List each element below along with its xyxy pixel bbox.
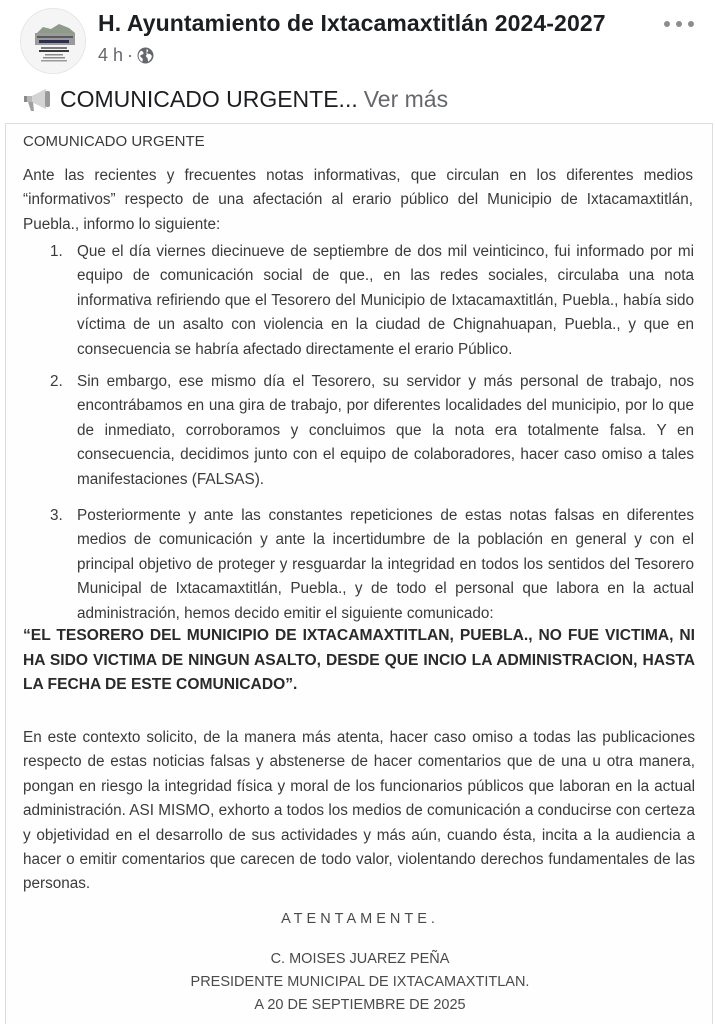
document-title: COMUNICADO URGENTE xyxy=(23,133,205,150)
intro-paragraph: Ante las recientes y frecuentes notas informativas, que circulan en los diferentes medios “informativos” respecto de una afectación al erario público del Municipio de Ixtacamaxtitlán, Puebla., informo lo siguiente: xyxy=(23,167,693,233)
more-dot-icon xyxy=(664,21,670,27)
list-number: 3. xyxy=(50,507,63,524)
see-more-link[interactable]: Ver más xyxy=(363,86,449,112)
signature-role: PRESIDENTE MUNICIPAL DE IXTACAMAXTITLAN. xyxy=(190,974,530,990)
globe-icon xyxy=(137,47,154,64)
list-text: Posteriormente y ante las constantes repeticiones de estas notas falsas en diferentes medios de comunicación y ante la incertidumbre de la población en general y con el principal objetivo de proteger y resguardar la integridad en todos los sentidos del Tesorero Municipal de Ixtacamaxtitlán, Puebla., y de todo el personal que labora en la actual administración, hemos decido emitir el siguiente comunicado: xyxy=(77,507,694,622)
more-dot-icon xyxy=(688,21,694,27)
post-timestamp[interactable]: 4 h xyxy=(98,45,124,65)
page-name-link[interactable]: H. Ayuntamiento de Ixtacamaxtitlán 2024-2027 xyxy=(98,10,606,36)
page-avatar[interactable] xyxy=(20,8,86,74)
more-dot-icon xyxy=(676,21,682,27)
signature-name: C. MOISES JUAREZ PEÑA xyxy=(270,951,450,967)
post-header xyxy=(0,0,715,80)
list-number: 1. xyxy=(50,243,63,260)
post-meta xyxy=(98,45,154,66)
post-caption xyxy=(22,86,448,113)
document-image[interactable] xyxy=(5,123,713,1024)
closing-paragraph: En este contexto solicito, de la manera más atenta, hacer caso omiso a todas las publicaciones respecto de estas noticias falsas y abstenerse de hacer comentarios que de una u otra manera, pongan en riesgo la integridad física y moral de los funcionarios públicos que laboran en la actual administración. ASI MISMO, exhorto a todos los medios de comunicación a conducirse con certeza y objetividad en el desarrollo de sus actividades y más aún, cuando ésta, incita a la audiencia a hacer o emitir comentarios que carecen de todo valor, violentando derechos fundamentales de las personas. xyxy=(23,729,695,893)
more-options-button[interactable] xyxy=(664,14,694,34)
megaphone-icon xyxy=(22,87,52,113)
meta-separator: · xyxy=(127,45,134,65)
municipality-logo-icon xyxy=(21,9,86,74)
list-text: Que el día viernes diecinueve de septiembre de dos mil veinticinco, fui informado por mi equipo de comunicación social de que., en las redes sociales, circulaba una nota informativa refiriendo que el Tesorero del Municipio de Ixtacamaxtitlán, Puebla., había sido víctima de un asalto con violencia en la ciudad de Chignahuapan, Puebla., y que en consecuencia se habría afectado directamente el erario Público. xyxy=(77,243,694,358)
caption-text: COMUNICADO URGENTE... xyxy=(60,86,358,112)
list-text: Sin embargo, ese mismo día el Tesorero, su servidor y más personal de trabajo, nos encontrábamos en una gira de trabajo, por diferentes localidades del municipio, por lo que de inmediato, corroboramos y concluimos que la nota era totalmente falsa. Y en consecuencia, decidimos junto con el equipo de colaboradores, hacer caso omiso a tales manifestaciones (FALSAS). xyxy=(77,373,694,488)
signature-date: A 20 DE SEPTIEMBRE DE 2025 xyxy=(254,997,466,1013)
signature-salutation: ATENTAMENTE. xyxy=(281,911,439,927)
list-number: 2. xyxy=(50,373,63,390)
bold-statement: “EL TESORERO DEL MUNICIPIO DE IXTACAMAXTITLAN, PUEBLA., NO FUE VICTIMA, NI HA SIDO VICTIMA DE NINGUN ASALTO, DESDE QUE INCIO LA ADMINISTRACION, HASTA LA FECHA DE ESTE COMUNICADO”. xyxy=(23,627,695,694)
